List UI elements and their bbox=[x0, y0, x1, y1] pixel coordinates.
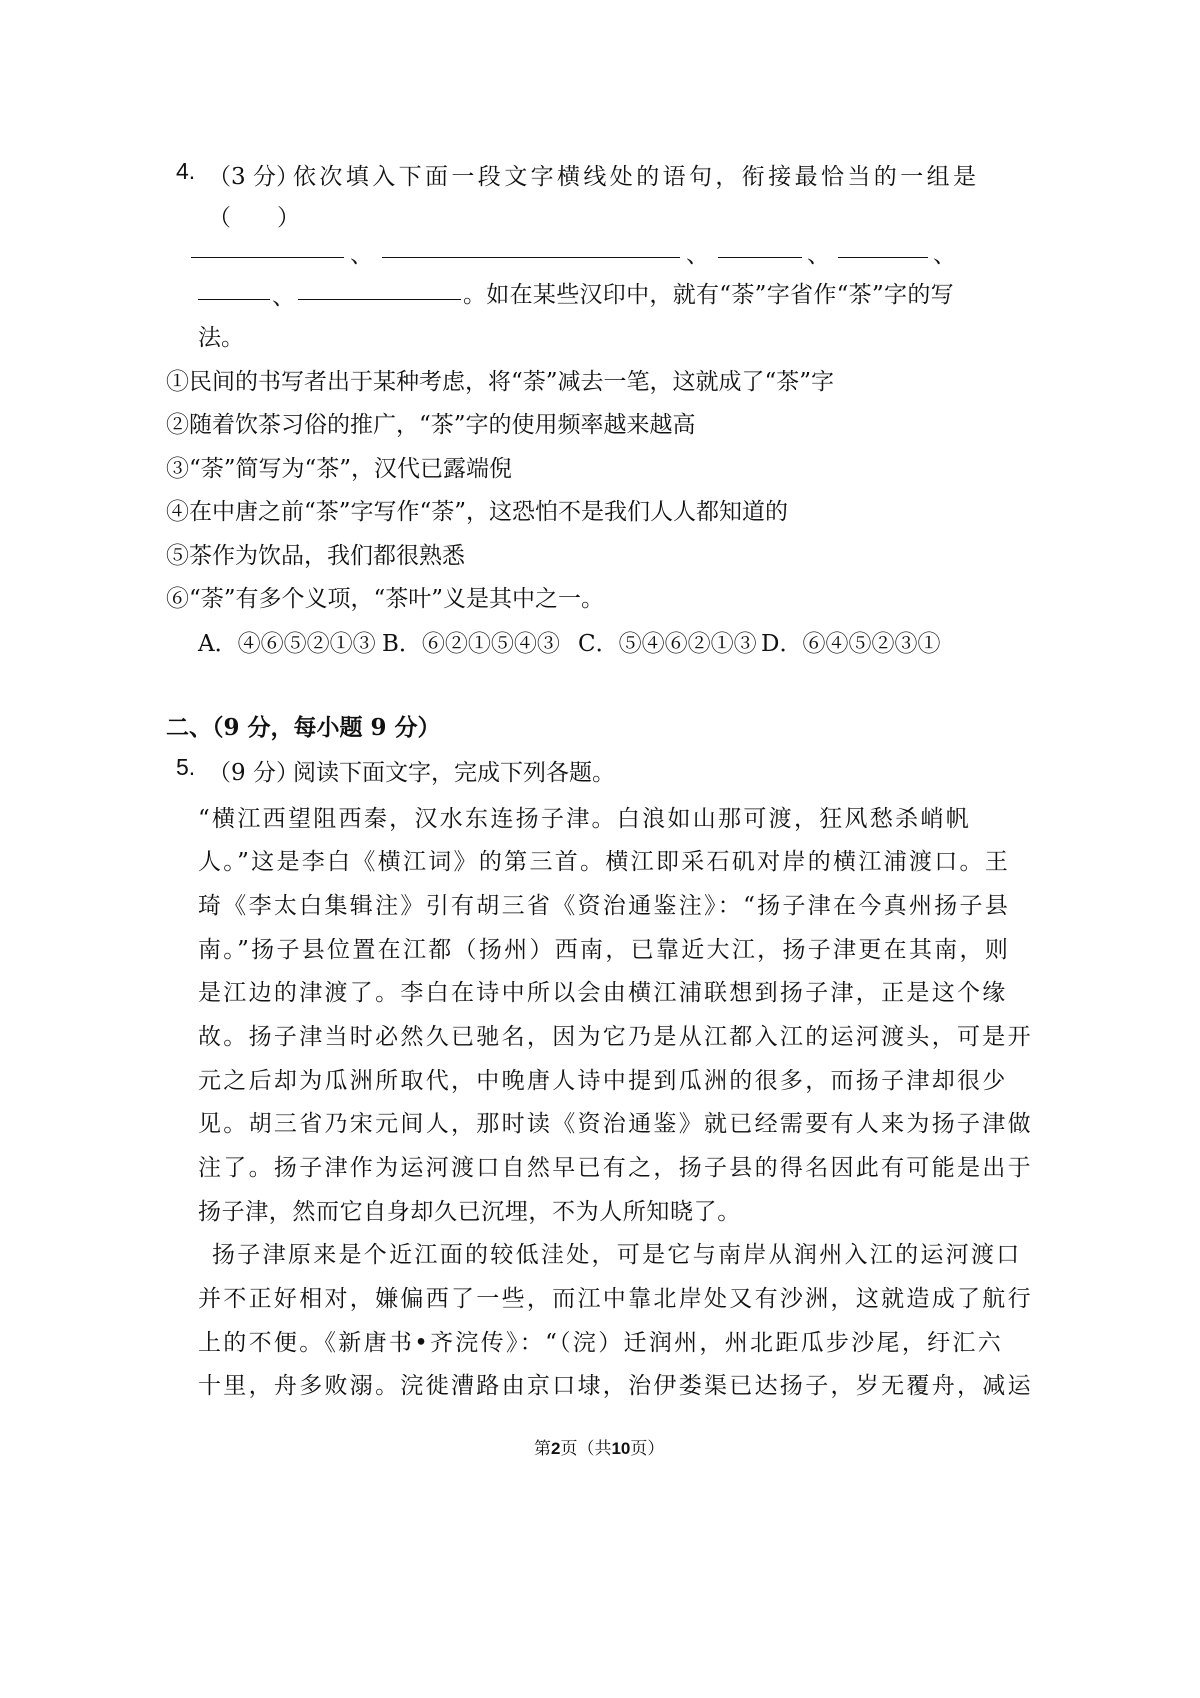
q5-passage-line: 人。”这是李白《横江词》的第三首。横江即采石矶对岸的横江浦渡口。王 bbox=[198, 849, 1011, 875]
q5-passage-line: 扬子津原来是个近江面的较低洼处，可是它与南岸从润州入江的运河渡口 bbox=[212, 1242, 1022, 1268]
total-page-number: 10 bbox=[611, 1439, 631, 1458]
fill-blank-1[interactable] bbox=[191, 257, 344, 258]
q4-option-a[interactable]: A．④⑥⑤②①③ bbox=[198, 631, 376, 657]
q5-passage-line: 并不正好相对，嫌偏西了一些，而江中靠北岸处又有沙洲，这就造成了航行 bbox=[198, 1286, 1033, 1312]
section-heading: 二、（9 分，每小题 9 分） bbox=[166, 714, 441, 741]
q5-passage-line: 故。扬子津当时必然久已驰名，因为它乃是从江都入江的运河渡头，可是开 bbox=[198, 1024, 1033, 1050]
q4-item-4: ④在中唐之前“茶”字写作“荼”，这恐怕不是我们人人都知道的 bbox=[166, 499, 789, 525]
q5-passage-line: 是江边的津渡了。李白在诗中所以会由横江浦联想到扬子津，正是这个缘 bbox=[198, 980, 1008, 1006]
q5-passage-line: 元之后却为瓜洲所取代，中晚唐人诗中提到瓜洲的很多，而扬子津却很少 bbox=[198, 1068, 1008, 1094]
footer-middle: 页（共 bbox=[560, 1439, 612, 1459]
page-footer bbox=[534, 1434, 664, 1459]
q5-passage-line: 南。”扬子县位置在江都（扬州）西南，已靠近大江，扬子津更在其南，则 bbox=[198, 937, 1011, 963]
fill-blank-2[interactable] bbox=[382, 257, 680, 258]
blank-separator: 、 bbox=[350, 242, 373, 268]
q5-score: （9 分） bbox=[208, 760, 299, 786]
fill-blank-4[interactable] bbox=[838, 257, 928, 258]
q4-item-2: ②随着饮茶习俗的推广，“茶”字的使用频率越来越高 bbox=[166, 412, 696, 438]
blank-separator: 、 bbox=[933, 242, 956, 268]
q4-passage-end-2: 法。 bbox=[198, 325, 244, 351]
q5-passage-line: 十里，舟多败溺。浣徙漕路由京口埭，治伊娄渠已达扬子，岁无覆舟，减运 bbox=[198, 1373, 1033, 1399]
q4-item-1: ①民间的书写者出于某种考虑，将“荼”减去一笔，这就成了“茶”字 bbox=[166, 369, 835, 395]
q5-passage-line: 见。胡三省乃宋元间人，那时读《资治通鉴》就已经需要有人来为扬子津做 bbox=[198, 1111, 1033, 1137]
footer-prefix: 第 bbox=[534, 1439, 551, 1459]
fill-blank-3[interactable] bbox=[718, 257, 802, 258]
blank-separator: 、 bbox=[686, 242, 709, 268]
q5-passage-line: 扬子津，然而它自身却久已沉埋，不为人所知晓了。 bbox=[198, 1199, 741, 1225]
fill-blank-5[interactable] bbox=[198, 299, 270, 300]
q4-option-b[interactable]: B．⑥②①⑤④③ bbox=[382, 631, 560, 657]
q4-item-5: ⑤茶作为饮品，我们都很熟悉 bbox=[166, 543, 465, 569]
q4-score: （3 分） bbox=[208, 164, 299, 190]
q4-answer-paren: （ ） bbox=[208, 205, 300, 231]
fill-blank-6[interactable] bbox=[298, 299, 461, 300]
q4-option-d[interactable]: D．⑥④⑤②③① bbox=[761, 631, 941, 657]
q5-stem: 阅读下面文字，完成下列各题。 bbox=[293, 760, 615, 786]
footer-suffix: 页） bbox=[630, 1439, 665, 1459]
q4-item-3: ③“荼”简写为“茶”，汉代已露端倪 bbox=[166, 456, 513, 482]
q5-passage-line: 上的不便。《新唐书•齐浣传》：“（浣）迁润州，州北距瓜步沙尾，纡汇六 bbox=[198, 1330, 1004, 1356]
q4-number: 4. bbox=[176, 158, 196, 184]
q4-option-c[interactable]: C．⑤④⑥②①③ bbox=[578, 631, 757, 657]
q5-passage-line: 注了。扬子津作为运河渡口自然早已有之，扬子县的得名因此有可能是出于 bbox=[198, 1155, 1033, 1181]
q4-stem: 依次填入下面一段文字横线处的语句，衔接最恰当的一组是 bbox=[293, 164, 980, 190]
q5-passage-line: “横江西望阻西秦，汉水东连扬子津。白浪如山那可渡，狂风愁杀峭帆 bbox=[198, 806, 972, 832]
q4-passage-end: 。如在某些汉印中，就有“荼”字省作“茶”字的写 bbox=[463, 282, 954, 308]
q5-number: 5. bbox=[176, 754, 196, 780]
blank-separator: 、 bbox=[272, 284, 295, 310]
blank-separator: 、 bbox=[807, 242, 830, 268]
q5-passage-line: 琦《李太白集辑注》引有胡三省《资治通鉴注》：“扬子津在今真州扬子县 bbox=[198, 893, 1011, 919]
q4-item-6: ⑥“荼”有多个义项，“茶叶”义是其中之一。 bbox=[166, 586, 605, 612]
current-page-number: 2 bbox=[551, 1439, 561, 1458]
